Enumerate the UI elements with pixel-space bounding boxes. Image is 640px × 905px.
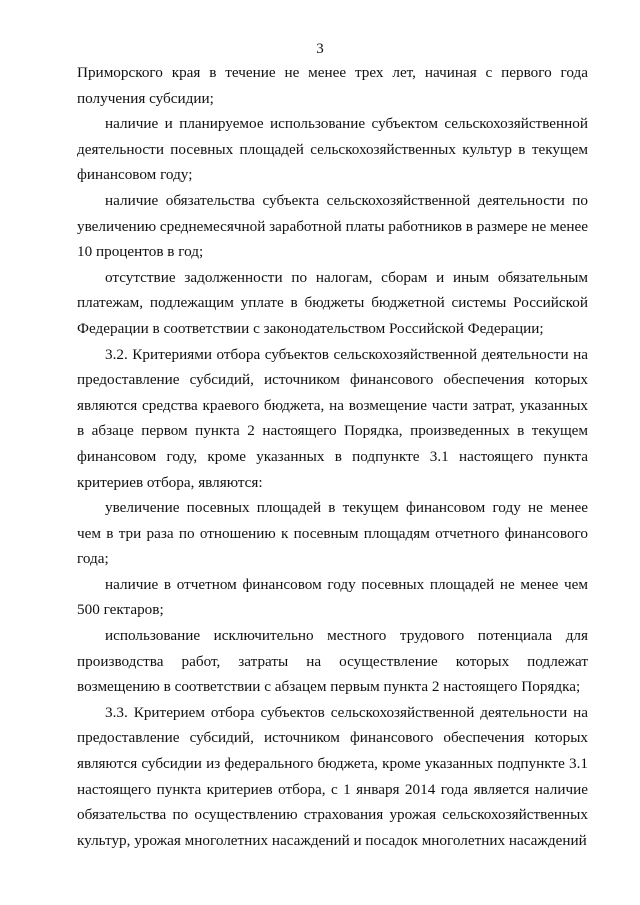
paragraph-criterion-area-increase: увеличение посевных площадей в текущем финансовом году не менее чем в три раза по отношению к посевным площадям отчетного финансового года; bbox=[77, 499, 588, 568]
paragraph-continuation: Приморского края в течение не менее трех лет, начиная с первого года получения субсидии; bbox=[77, 64, 588, 107]
paragraph-criterion-no-debt: отсутствие задолженности по налогам, сборам и иным обязательным платежам, подлежащим уплате в бюджеты бюджетной системы Российской Федерации в соответствии с законодательством Российской Федерации; bbox=[77, 268, 588, 337]
paragraph-section-3-2: 3.2. Критериями отбора субъектов сельскохозяйственной деятельности на предоставление субсидий, источником финансового обеспечения которых являются средства краевого бюджета, на возмещение части затрат, указанных в абзаце первом пункта 2 настоящего Порядка, произведенных в текущем финансовом году, кроме указанных в подпункте 3.1 настоящего пункта критериев отбора, являются: bbox=[77, 345, 588, 491]
paragraph-criterion-500-hectares: наличие в отчетном финансовом году посевных площадей не менее чем 500 гектаров; bbox=[77, 575, 588, 619]
page-number: 3 bbox=[316, 41, 324, 57]
document-body bbox=[77, 60, 588, 853]
paragraph-criterion-local-labor: использование исключительно местного трудового потенциала для производства работ, затраты на осуществление которых подлежат возмещению в соответствии с абзацем первым пункта 2 настоящего Порядка; bbox=[77, 627, 588, 696]
paragraph-section-3-3: 3.3. Критерием отбора субъектов сельскохозяйственной деятельности на предоставление субсидий, источником финансового обеспечения которых являются субсидии из федерального бюджета, кроме указанных подпункте 3.1 настоящего пункта критериев отбора, с 1 января 2014 года является наличие обязательства по осуществлению страхования урожая сельскохозяйственных культур, урожая многолетних насаждений и посадок многолетних насаждений bbox=[77, 703, 588, 849]
paragraph-criterion-salary: наличие обязательства субъекта сельскохозяйственной деятельности по увеличению среднемесячной заработной платы работников в размере не менее 10 процентов в год; bbox=[77, 191, 588, 261]
paragraph-criterion-sown-areas: наличие и планируемое использование субъектом сельскохозяйственной деятельности посевных площадей сельскохозяйственных культур в текущем финансовом году; bbox=[77, 115, 588, 184]
